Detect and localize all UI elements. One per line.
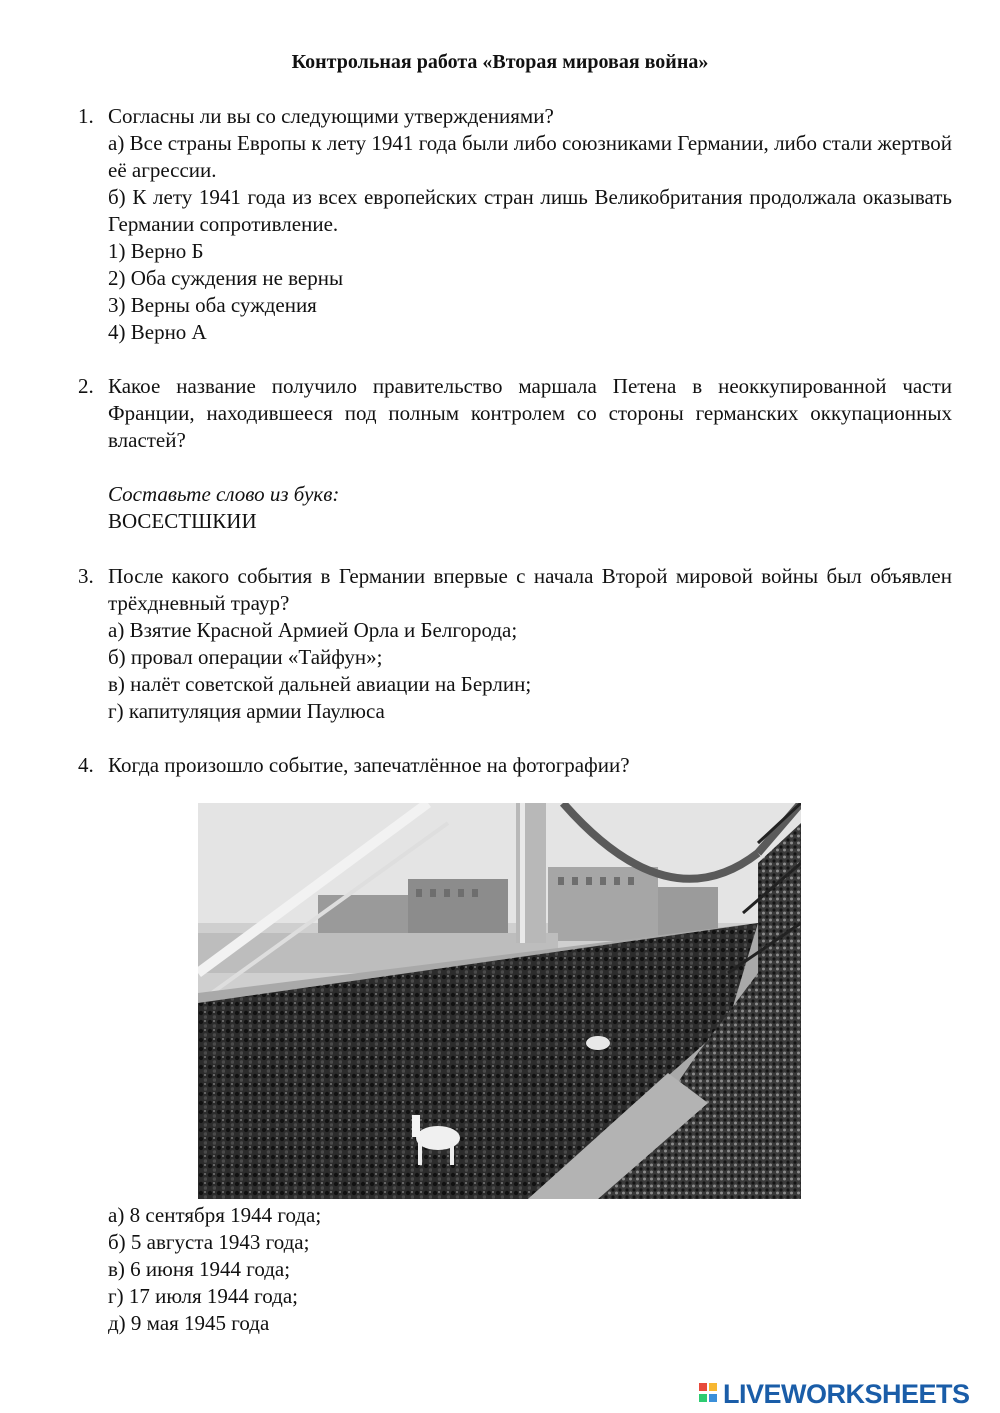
question-text: После какого события в Германии впервые с начала Второй мировой войны был объявлен трёхдневный траур? (108, 564, 952, 615)
answer-option[interactable]: б) провал операции «Тайфун»; (108, 645, 383, 669)
question-number: 3. (78, 564, 94, 588)
answer-option[interactable]: в) 6 июня 1944 года; (108, 1257, 291, 1281)
liveworksheets-logo-icon (699, 1383, 719, 1405)
photo-illustration (198, 803, 801, 1199)
answer-option[interactable]: а) 8 сентября 1944 года; (108, 1203, 322, 1227)
question-2 (78, 373, 952, 535)
question-text: Какое название получило правительство маршала Петена в неоккупированной части Франции, находившееся под полным контролем со стороны германских оккупационных властей? (108, 374, 952, 452)
answer-option[interactable]: г) 17 июля 1944 года; (108, 1284, 298, 1308)
answer-option[interactable]: б) 5 августа 1943 года; (108, 1230, 310, 1254)
statement-b: б) К лету 1941 года из всех европейских стран лишь Великобритания продолжала оказывать Германии сопротивление. (108, 185, 952, 236)
statement-a: а) Все страны Европы к лету 1941 года были либо союзниками Германии, либо стали жертвой её агрессии. (108, 131, 952, 182)
answer-option[interactable]: в) налёт советской дальней авиации на Берлин; (108, 672, 532, 696)
question-text: Когда произошло событие, запечатлённое на фотографии? (108, 753, 630, 777)
anagram-letters: ВОСЕСТШКИИ (108, 509, 257, 533)
question-text: Согласны ли вы со следующими утверждениями? (108, 104, 554, 128)
page-title: Контрольная работа «Вторая мировая война» (291, 51, 709, 73)
answer-option[interactable]: 3) Верны оба суждения (108, 293, 317, 317)
answer-option[interactable]: а) Взятие Красной Армией Орла и Белгорода; (108, 618, 518, 642)
question-number: 2. (78, 374, 94, 398)
answer-option[interactable]: 2) Оба суждения не верны (108, 266, 344, 290)
answer-option[interactable]: г) капитуляция армии Паулюса (108, 699, 385, 723)
question-number: 4. (78, 753, 94, 777)
question-number: 1. (78, 104, 94, 128)
question-1 (78, 103, 952, 346)
question-3 (78, 563, 952, 725)
question-4 (78, 752, 952, 779)
answer-option[interactable]: 1) Верно Б (108, 239, 204, 263)
historical-photo (198, 803, 801, 1199)
question-4-options (108, 1202, 321, 1337)
brand-text: LIVEWORKSHEETS (723, 1378, 970, 1409)
answer-option[interactable]: 4) Верно А (108, 320, 207, 344)
answer-option[interactable]: д) 9 мая 1945 года (108, 1311, 270, 1335)
anagram-hint: Составьте слово из букв: (108, 482, 340, 506)
liveworksheets-branding[interactable] (699, 1378, 970, 1410)
